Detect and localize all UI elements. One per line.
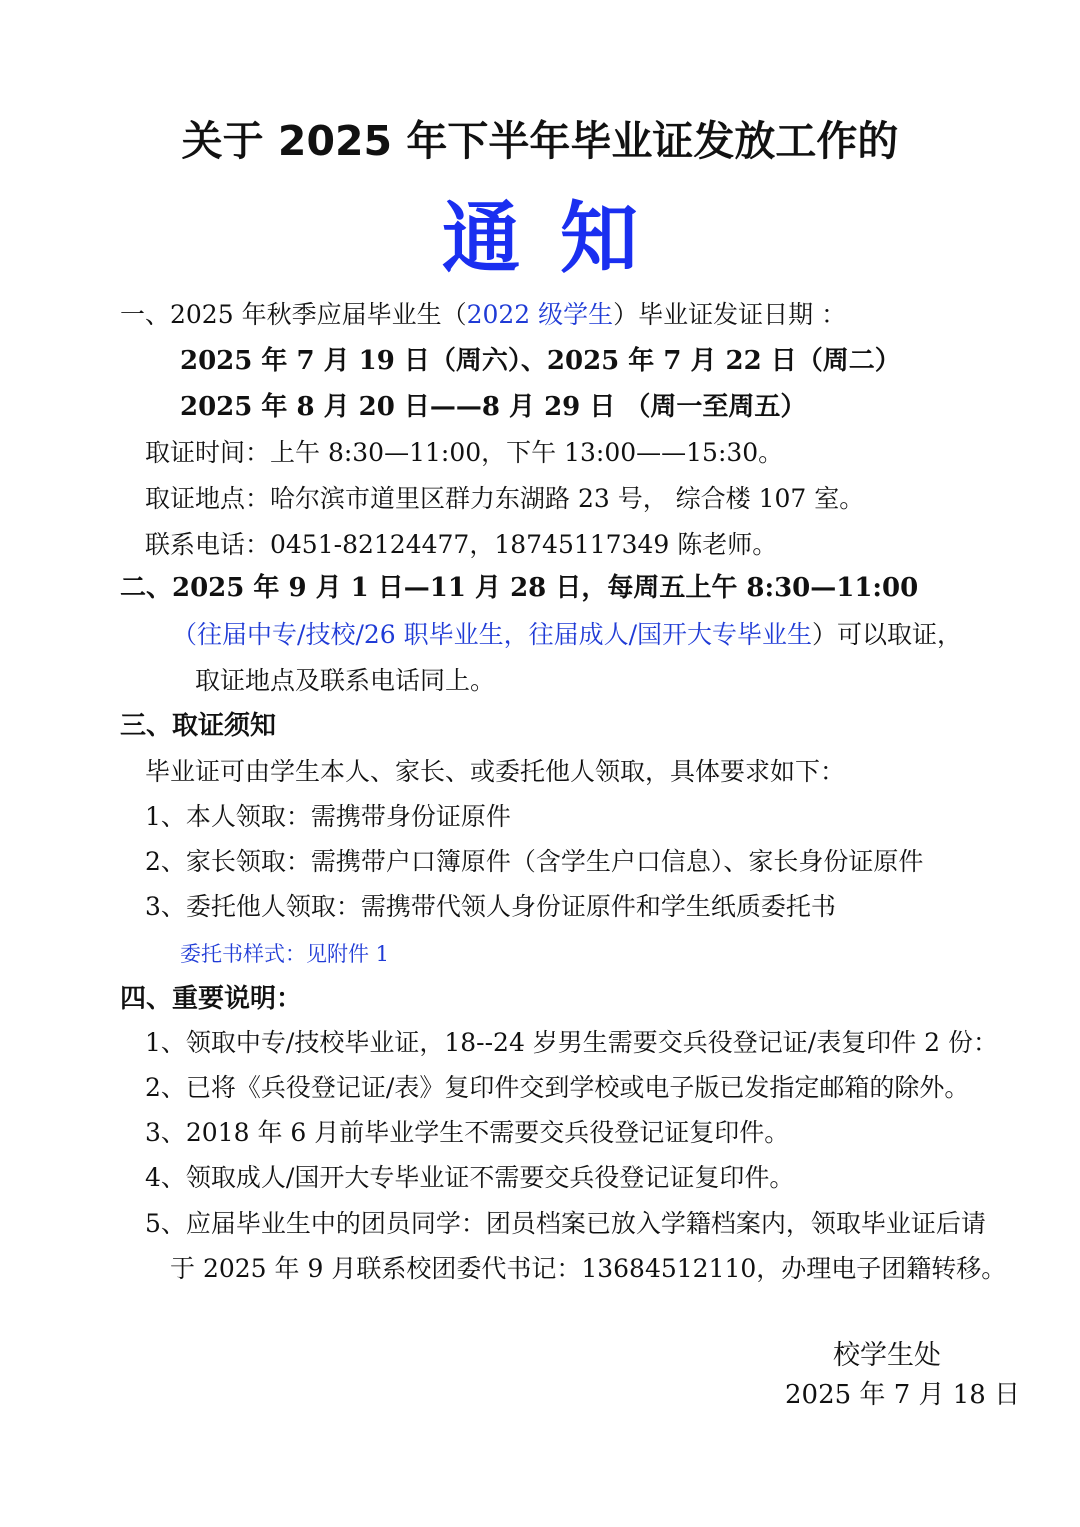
section-3-item: 2、家长领取：需携带户口簿原件（含学生户口信息）、家长身份证原件 — [145, 847, 924, 876]
section-4-item: 3、2018 年 6 月前毕业学生不需要交兵役登记证复印件。 — [145, 1118, 790, 1147]
notice-heading: 通知 — [441, 194, 678, 284]
section-2-title: 二、2025 年 9 月 1 日—11 月 28 日，每周五上午 8:30—11:00 — [120, 573, 919, 603]
section-2-line2: 取证地点及联系电话同上。 — [195, 666, 496, 695]
section-1-title-post: ）毕业证发证日期 ： — [613, 300, 847, 329]
section-1-title-pre: 一、2025 年秋季应届毕业生（ — [120, 300, 467, 329]
notice-title: 关于 2025 年下半年毕业证发放工作的 — [181, 117, 899, 165]
section-3-intro: 毕业证可由学生本人、家长、或委托他人领取，具体要求如下： — [145, 757, 846, 786]
section-2-desc — [172, 618, 962, 652]
section-3-item: 3、委托他人领取：需携带代领人身份证原件和学生纸质委托书 — [145, 892, 836, 921]
signature-date: 2025 年 7 月 18 日 — [785, 1380, 1021, 1410]
section-2-open: （ — [172, 620, 198, 649]
section-4-item: 5、应届毕业生中的团员同学：团员档案已放入学籍档案内，领取毕业证后请 — [145, 1209, 986, 1238]
section-2-highlight: 往届中专/技校/26 职毕业生，往届成人/国开大专毕业生 — [197, 620, 813, 649]
section-3-item: 1、本人领取：需携带身份证原件 — [145, 802, 511, 831]
attachment-note: 委托书样式：见附件 1 — [180, 942, 390, 966]
section-4-item: 1、领取中专/技校毕业证，18--24 岁男生需要交兵役登记证/表复印件 2 份： — [145, 1028, 999, 1057]
contact-phone: 联系电话：0451-82124477，18745117349 陈老师。 — [145, 530, 778, 559]
section-3-title: 三、取证须知 — [120, 711, 277, 741]
section-2-post: ）可以取证， — [812, 620, 963, 649]
section-4-item: 4、领取成人/国开大专毕业证不需要交兵役登记证复印件。 — [145, 1163, 795, 1192]
issue-dates-2: 2025 年 8 月 20 日——8 月 29 日 （周一至周五） — [180, 392, 807, 422]
section-1-highlight: 2022 级学生 — [466, 300, 614, 329]
pickup-place: 取证地点：哈尔滨市道里区群力东湖路 23 号， 综合楼 107 室。 — [145, 484, 865, 513]
signature-org: 校学生处 — [833, 1340, 941, 1371]
section-4-title: 四、重要说明： — [120, 984, 303, 1014]
section-4-cont: 于 2025 年 9 月联系校团委代书记：13684512110，办理电子团籍转移。 — [170, 1254, 1007, 1283]
issue-dates-1: 2025 年 7 月 19 日（周六）、2025 年 7 月 22 日（周二） — [180, 346, 901, 376]
section-4-item: 2、已将《兵役登记证/表》复印件交到学校或电子版已发指定邮箱的除外。 — [145, 1073, 970, 1102]
pickup-time: 取证时间：上午 8:30—11:00，下午 13:00——15:30。 — [145, 438, 784, 467]
section-1-title — [120, 298, 846, 332]
